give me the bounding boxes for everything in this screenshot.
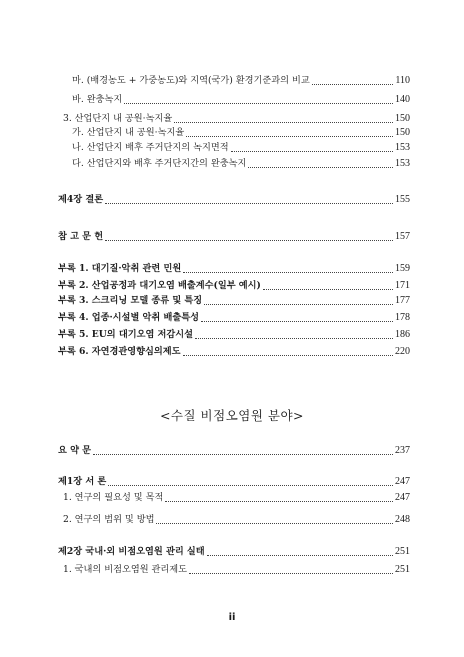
toc-entry <box>72 157 410 171</box>
toc-entry-page: 150 <box>395 127 410 138</box>
toc-entry-label: 부록 3. 스크리닝 모델 종류 및 특징 <box>58 295 203 306</box>
toc-entry <box>58 311 410 325</box>
dot-leader <box>105 203 393 204</box>
toc-entry-label: 3. 산업단지 내 공원·녹지율 <box>63 113 173 124</box>
toc-entry-page: 110 <box>395 75 410 86</box>
toc-entry-page: 186 <box>395 329 410 340</box>
dot-leader <box>165 501 393 502</box>
toc-entry <box>63 491 410 505</box>
toc-entry-label: 부록 1. 대기질·악취 관련 민원 <box>58 263 182 274</box>
section-title: <수질 비점오염원 분야> <box>159 408 305 423</box>
toc-entry-page: 237 <box>395 445 410 456</box>
toc-entry <box>58 230 410 244</box>
dot-leader <box>156 523 393 524</box>
toc-entry <box>58 328 410 342</box>
toc-entry <box>58 294 410 308</box>
toc-entry-page: 171 <box>395 280 410 291</box>
dot-leader <box>248 167 393 168</box>
toc-entry-label: 1. 국내의 비점오염원 관리제도 <box>63 564 188 575</box>
toc-entry-label: 마. (배경농도 + 가중농도)와 지역(국가) 환경기준과의 비교 <box>72 75 310 86</box>
dot-leader <box>263 289 393 290</box>
dot-leader <box>201 321 393 322</box>
toc-entry <box>63 112 410 126</box>
toc-entry-page: 140 <box>395 94 410 105</box>
toc-entry-page: 155 <box>395 194 410 205</box>
toc-entry-page: 159 <box>395 263 410 274</box>
dot-leader <box>189 573 393 574</box>
dot-leader <box>108 485 393 486</box>
dot-leader <box>186 136 393 137</box>
toc-entry-label: 바. 완충녹지 <box>72 94 123 105</box>
toc-entry-label: 1. 연구의 필요성 및 목적 <box>63 492 164 503</box>
toc-entry-page: 220 <box>395 346 410 357</box>
toc-entry <box>58 262 410 276</box>
toc-entry <box>63 513 410 527</box>
toc-entry <box>58 279 410 293</box>
toc-entry-label: 제4장 결론 <box>58 194 104 205</box>
toc-entry-label: 요 약 문 <box>58 445 92 456</box>
toc-entry-label: 제2장 국내·외 비점오염원 관리 실태 <box>58 546 205 557</box>
toc-entry <box>63 563 410 577</box>
dot-leader <box>93 454 393 455</box>
toc-entry-label: 부록 2. 산업공정과 대기오염 배출계수(일부 예시) <box>58 280 261 291</box>
dot-leader <box>183 355 394 356</box>
toc-entry-label: 가. 산업단지 내 공원·녹지율 <box>72 127 185 138</box>
toc-entry <box>72 126 410 140</box>
toc-entry-page: 177 <box>395 295 410 306</box>
toc-entry <box>58 545 410 559</box>
toc-entry-page: 251 <box>395 546 410 557</box>
dot-leader <box>183 272 393 273</box>
toc-entry-page: 251 <box>395 564 410 575</box>
toc-entry <box>58 345 410 359</box>
toc-entry <box>72 93 410 107</box>
toc-entry-page: 178 <box>395 312 410 323</box>
dot-leader <box>124 103 393 104</box>
toc-entry-page: 247 <box>395 492 410 503</box>
page-number: ii <box>228 612 236 623</box>
toc-entry <box>72 141 410 155</box>
toc-entry-page: 150 <box>395 113 410 124</box>
toc-entry-label: 제1장 서 론 <box>58 476 107 487</box>
toc-entry-page: 248 <box>395 514 410 525</box>
toc-entry-page: 153 <box>395 142 410 153</box>
dot-leader <box>174 122 393 123</box>
toc-entry <box>58 193 410 207</box>
dot-leader <box>207 555 393 556</box>
dot-leader <box>204 304 393 305</box>
toc-entry-page: 247 <box>395 476 410 487</box>
toc-entry-label: 다. 산업단지와 배후 주거단지간의 완충녹지 <box>72 158 247 169</box>
toc-entry <box>58 444 410 458</box>
toc-entry-label: 부록 4. 업종·시설별 악취 배출특성 <box>58 312 199 323</box>
dot-leader <box>231 151 393 152</box>
toc-entry-label: 나. 산업단지 배후 주거단지의 녹지면적 <box>72 142 229 153</box>
dot-leader <box>312 84 394 85</box>
dot-leader <box>195 338 393 339</box>
toc-entry-page: 153 <box>395 158 410 169</box>
toc-entry-label: 부록 6. 자연경관영향심의제도 <box>58 346 181 357</box>
toc-entry-page: 157 <box>395 231 410 242</box>
toc-entry-label: 2. 연구의 범위 및 방법 <box>63 514 155 525</box>
dot-leader <box>105 240 393 241</box>
toc-entry <box>58 475 410 489</box>
toc-entry-label: 부록 5. EU의 대기오염 저감시설 <box>58 329 194 340</box>
toc-entry <box>72 74 410 88</box>
toc-entry-label: 참 고 문 헌 <box>58 231 104 242</box>
